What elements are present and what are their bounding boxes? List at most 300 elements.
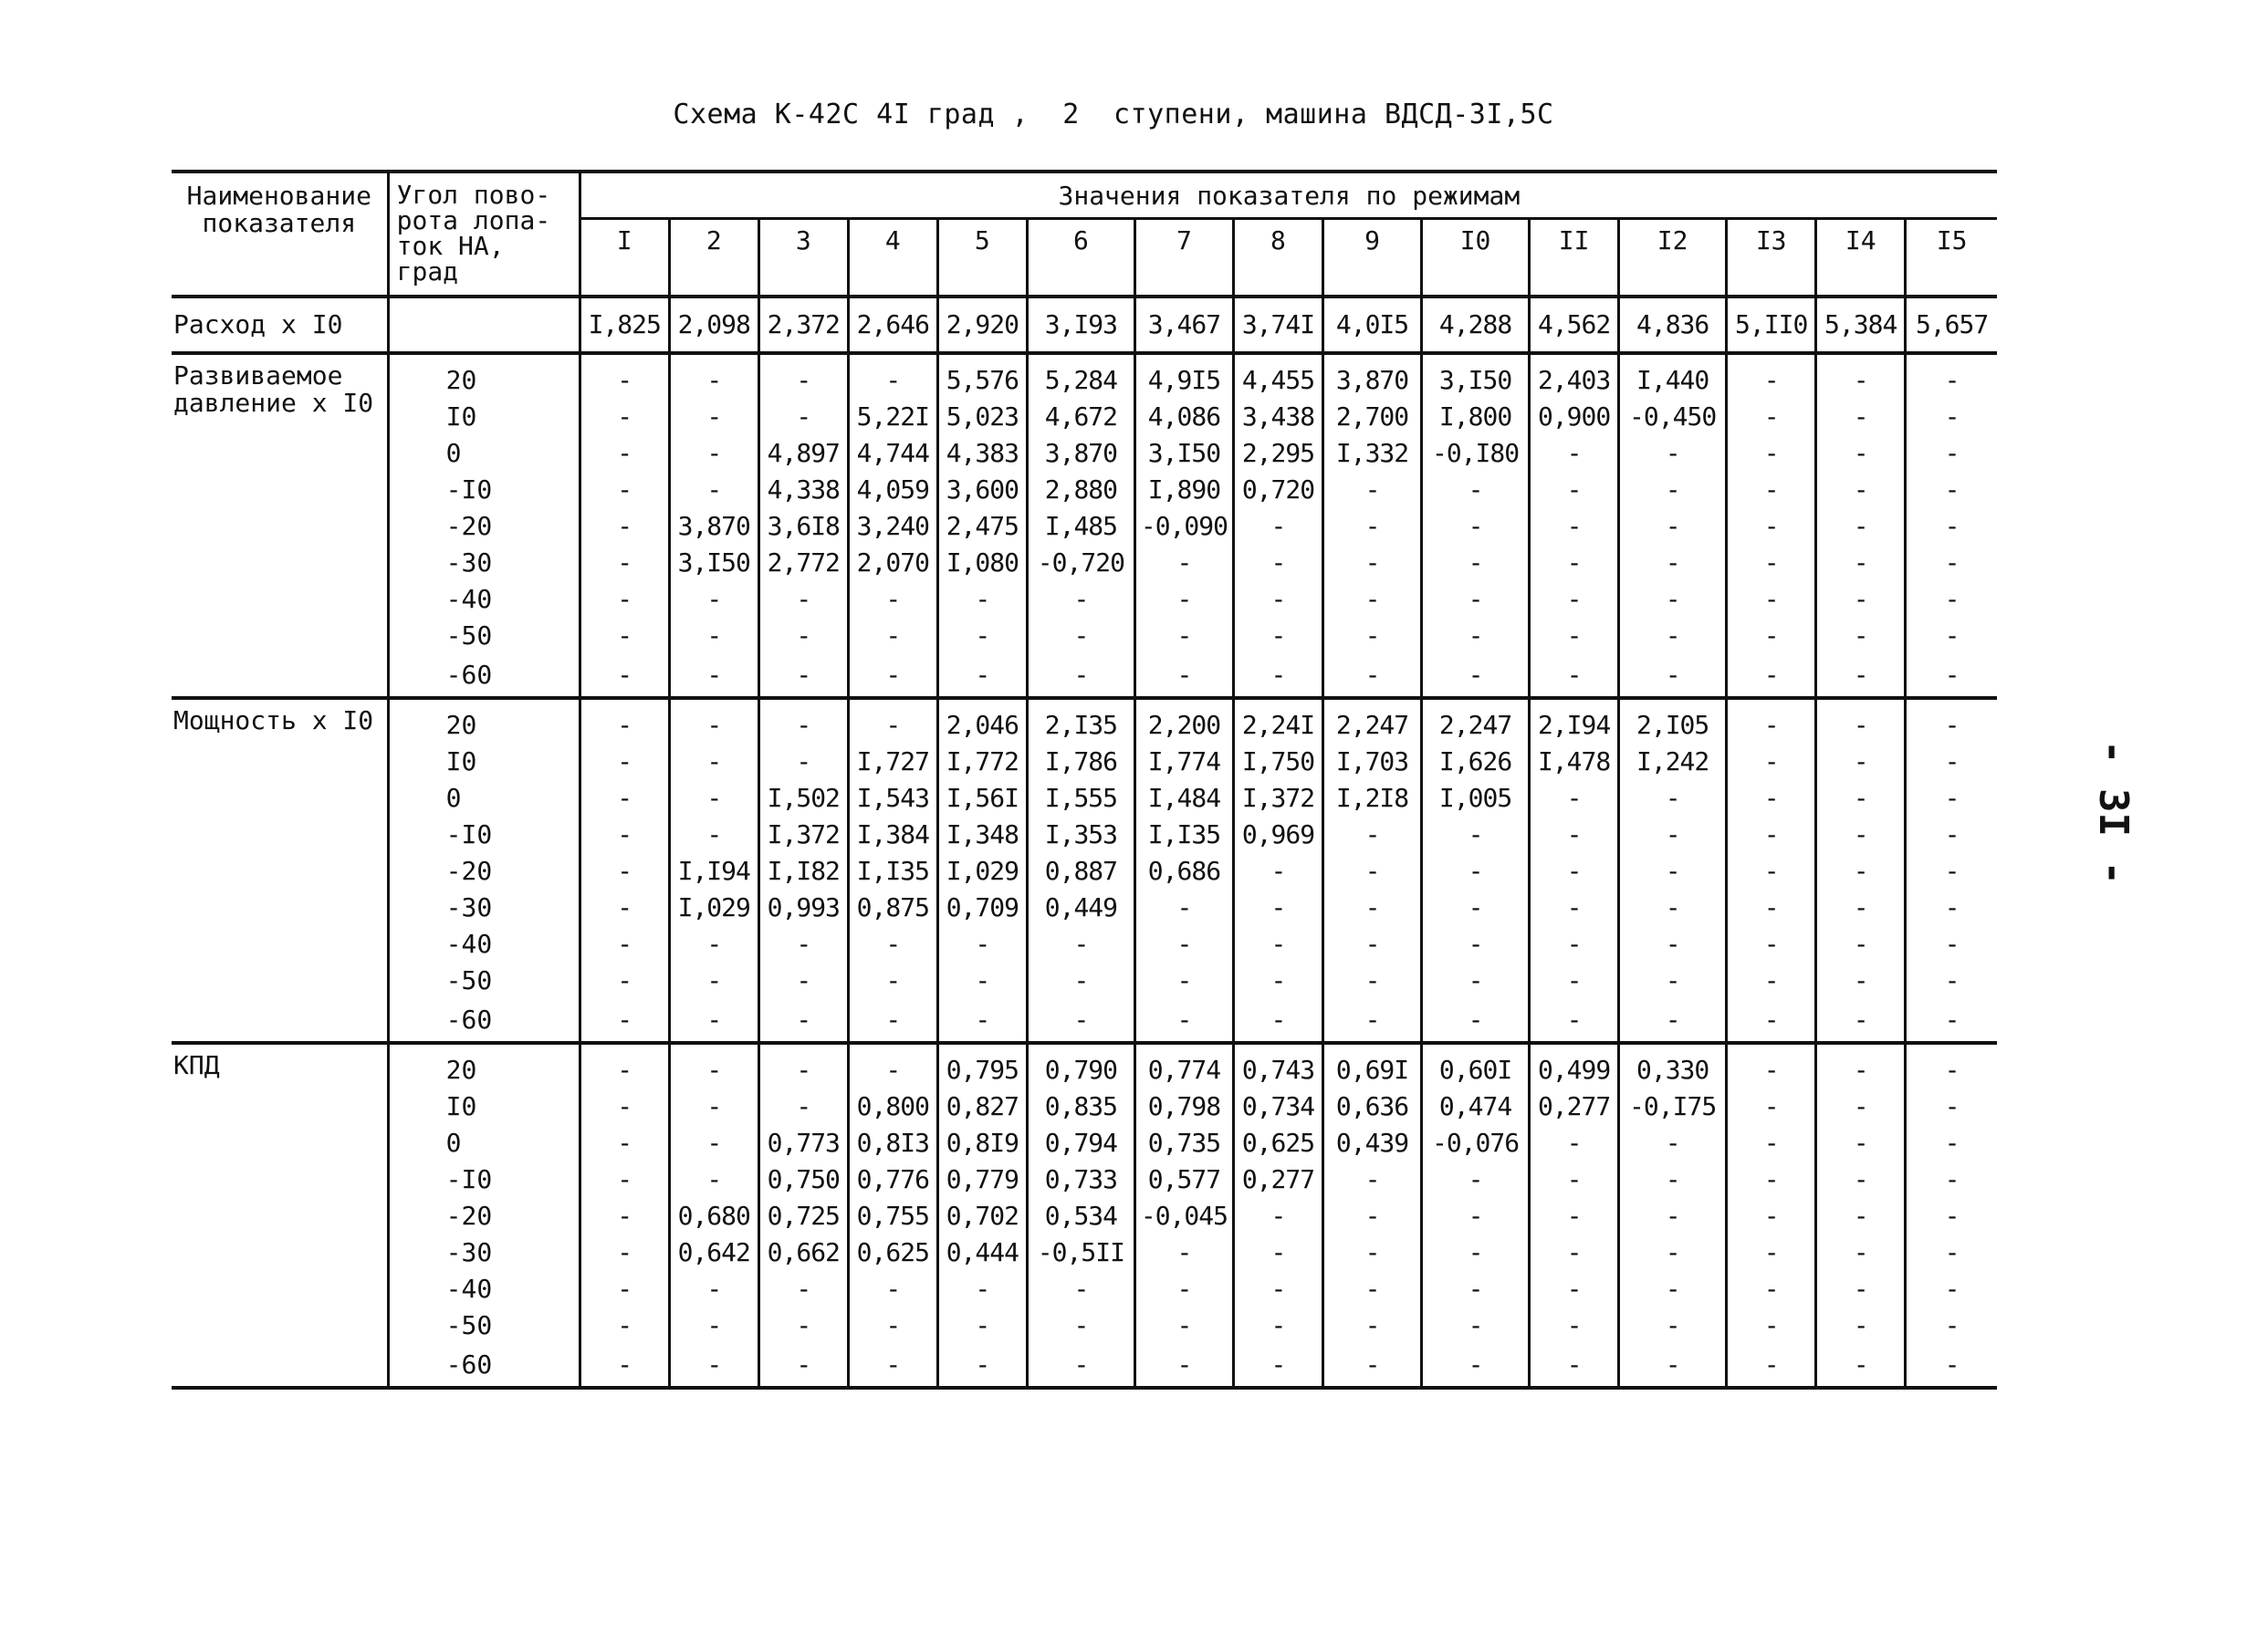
value-cell: - bbox=[1422, 545, 1530, 581]
document-title: Схема К-42С 4I град , 2 ступени, машина ВДСД-3I,5С bbox=[673, 99, 1554, 130]
value-cell: - bbox=[1322, 1161, 1421, 1198]
value-cell: - bbox=[1530, 545, 1619, 581]
value-cell: - bbox=[1322, 654, 1421, 698]
value-cell: 0,735 bbox=[1134, 1125, 1233, 1161]
value-cell: - bbox=[758, 744, 848, 780]
value-cell: - bbox=[848, 1307, 937, 1344]
value-cell: 0,702 bbox=[937, 1198, 1027, 1234]
value-cell: 2,I05 bbox=[1619, 698, 1727, 744]
value-cell: I,372 bbox=[758, 817, 848, 853]
value-cell: 2,247 bbox=[1422, 698, 1530, 744]
table-row bbox=[172, 1307, 1997, 1344]
value-cell: - bbox=[1530, 1198, 1619, 1234]
value-cell: - bbox=[1233, 581, 1322, 618]
value-cell: -0,090 bbox=[1134, 508, 1233, 545]
value-cell: - bbox=[580, 999, 669, 1043]
value-cell: - bbox=[1619, 963, 1727, 999]
mode-header-cell: 8 bbox=[1233, 219, 1322, 297]
value-cell: - bbox=[617, 511, 632, 541]
mode-header-cell: 2 bbox=[669, 219, 758, 297]
flow-angle-empty bbox=[388, 297, 580, 353]
value-cell: 0,8I9 bbox=[937, 1125, 1027, 1161]
value-cell: - bbox=[1322, 545, 1421, 581]
table-row bbox=[172, 1161, 1997, 1198]
value-cell: - bbox=[1727, 698, 1816, 744]
value-cell: - bbox=[617, 584, 632, 614]
value-cell: I,2I8 bbox=[1322, 780, 1421, 817]
value-cell: 2,772 bbox=[758, 545, 848, 581]
value-cell: - bbox=[1816, 1234, 1906, 1271]
value-cell: - bbox=[617, 365, 632, 395]
value-cell: - bbox=[1027, 1344, 1134, 1388]
value-cell: - bbox=[1233, 1234, 1322, 1271]
value-cell: 0,277 bbox=[1530, 1089, 1619, 1125]
value-cell: - bbox=[1322, 1198, 1421, 1234]
value-cell: - bbox=[1134, 654, 1233, 698]
value-cell: - bbox=[1906, 1043, 1997, 1089]
value-cell: 4,897 bbox=[758, 435, 848, 472]
value-cell: - bbox=[1816, 1344, 1906, 1388]
vane-angle-cell: -20 bbox=[388, 508, 580, 545]
value-cell: - bbox=[1816, 1125, 1906, 1161]
value-cell: - bbox=[1906, 472, 1997, 508]
value-cell: - bbox=[937, 999, 1027, 1043]
flow-value-cell: 5,II0 bbox=[1727, 297, 1816, 353]
value-cell: - bbox=[617, 1091, 632, 1121]
value-cell: - bbox=[1134, 1271, 1233, 1307]
vane-angle-cell: -40 bbox=[388, 926, 580, 963]
results-table bbox=[172, 170, 1997, 1390]
value-cell: 0,750 bbox=[758, 1161, 848, 1198]
value-cell: - bbox=[1233, 926, 1322, 963]
vane-angle-cell: 20 bbox=[388, 353, 580, 399]
value-cell: - bbox=[1322, 1234, 1421, 1271]
value-cell: 0,439 bbox=[1322, 1125, 1421, 1161]
value-cell: - bbox=[617, 438, 632, 468]
vane-angle-cell: 20 bbox=[388, 1043, 580, 1089]
value-cell: - bbox=[1422, 1234, 1530, 1271]
flow-value-cell: 2,098 bbox=[669, 297, 758, 353]
value-cell: 3,I50 bbox=[669, 545, 758, 581]
value-cell: - bbox=[1816, 890, 1906, 926]
value-cell: 2,24I bbox=[1233, 698, 1322, 744]
vane-angle-cell: -50 bbox=[388, 618, 580, 654]
value-cell: - bbox=[758, 999, 848, 1043]
vane-angle-cell: -20 bbox=[388, 853, 580, 890]
value-cell: - bbox=[758, 698, 848, 744]
value-cell: - bbox=[1134, 926, 1233, 963]
value-cell: - bbox=[1727, 1344, 1816, 1388]
value-cell: I,I82 bbox=[758, 853, 848, 890]
value-cell: - bbox=[669, 999, 758, 1043]
value-cell: - bbox=[669, 353, 758, 399]
value-cell: 0,8I3 bbox=[848, 1125, 937, 1161]
value-cell: 2,295 bbox=[1233, 435, 1322, 472]
value-cell: - bbox=[669, 618, 758, 654]
value-cell: - bbox=[1727, 1125, 1816, 1161]
value-cell: - bbox=[1322, 1307, 1421, 1344]
value-cell: - bbox=[1530, 926, 1619, 963]
value-cell: - bbox=[1619, 654, 1727, 698]
value-cell: - bbox=[1906, 435, 1997, 472]
table-row bbox=[172, 1089, 1997, 1125]
table-row bbox=[172, 817, 1997, 853]
value-cell: - bbox=[937, 1307, 1027, 1344]
value-cell: - bbox=[1727, 1234, 1816, 1271]
value-cell: 2,700 bbox=[1322, 399, 1421, 435]
mode-header-cell: I2 bbox=[1619, 219, 1727, 297]
flow-value-cell: 3,74I bbox=[1233, 297, 1322, 353]
value-cell: - bbox=[617, 1237, 632, 1267]
value-cell: - bbox=[1134, 1307, 1233, 1344]
table-row bbox=[172, 1125, 1997, 1161]
flow-value-cell: 4,836 bbox=[1619, 297, 1727, 353]
value-cell: - bbox=[1233, 1271, 1322, 1307]
value-cell: - bbox=[617, 965, 632, 995]
value-cell: - bbox=[1027, 999, 1134, 1043]
flow-value-cell: 2,646 bbox=[848, 297, 937, 353]
value-cell: - bbox=[669, 1271, 758, 1307]
value-cell: - bbox=[1816, 435, 1906, 472]
vane-angle-cell: 0 bbox=[388, 780, 580, 817]
value-cell: - bbox=[1816, 1271, 1906, 1307]
value-cell: 0,709 bbox=[937, 890, 1027, 926]
value-cell: - bbox=[1619, 508, 1727, 545]
value-cell: - bbox=[758, 1307, 848, 1344]
table-row bbox=[172, 1043, 1997, 1089]
value-cell: 2,046 bbox=[937, 698, 1027, 744]
value-cell: I,727 bbox=[848, 744, 937, 780]
value-cell: - bbox=[669, 654, 758, 698]
value-cell: 0,725 bbox=[758, 1198, 848, 1234]
value-cell: - bbox=[1727, 435, 1816, 472]
value-cell: 0,680 bbox=[669, 1198, 758, 1234]
value-cell: - bbox=[937, 618, 1027, 654]
value-cell: - bbox=[1422, 654, 1530, 698]
value-cell: - bbox=[1727, 618, 1816, 654]
value-cell: I,029 bbox=[937, 853, 1027, 890]
value-cell: - bbox=[617, 620, 632, 651]
value-cell: - bbox=[1906, 654, 1997, 698]
value-cell: - bbox=[1816, 963, 1906, 999]
value-cell: - bbox=[1619, 1161, 1727, 1198]
value-cell: - bbox=[1906, 353, 1997, 399]
value-cell: 0,277 bbox=[1233, 1161, 1322, 1198]
value-cell: - bbox=[1906, 780, 1997, 817]
value-cell: -0,I80 bbox=[1422, 435, 1530, 472]
value-cell: 0,577 bbox=[1134, 1161, 1233, 1198]
value-cell: - bbox=[1233, 963, 1322, 999]
table-row bbox=[172, 353, 1997, 399]
value-cell: - bbox=[1727, 890, 1816, 926]
value-cell: - bbox=[1134, 545, 1233, 581]
value-cell: - bbox=[669, 744, 758, 780]
value-cell: 0,444 bbox=[937, 1234, 1027, 1271]
value-cell: - bbox=[1422, 1271, 1530, 1307]
value-cell: - bbox=[1530, 963, 1619, 999]
value-cell: 0,534 bbox=[1027, 1198, 1134, 1234]
value-cell: 0,800 bbox=[848, 1089, 937, 1125]
value-cell: - bbox=[848, 999, 937, 1043]
value-cell: - bbox=[669, 963, 758, 999]
mode-header-cell: I3 bbox=[1727, 219, 1816, 297]
value-cell: 2,200 bbox=[1134, 698, 1233, 744]
value-cell: - bbox=[1134, 1234, 1233, 1271]
value-cell: - bbox=[1134, 999, 1233, 1043]
value-cell: - bbox=[758, 1089, 848, 1125]
value-cell: - bbox=[1816, 780, 1906, 817]
value-cell: - bbox=[1322, 472, 1421, 508]
value-cell: - bbox=[1619, 1198, 1727, 1234]
value-cell: 4,086 bbox=[1134, 399, 1233, 435]
value-cell: 0,734 bbox=[1233, 1089, 1322, 1125]
flow-value-cell: 2,920 bbox=[937, 297, 1027, 353]
header-vane-angle: Угол пово-рота лопа-ток НА, град bbox=[388, 172, 580, 297]
value-cell: - bbox=[1906, 926, 1997, 963]
value-cell: - bbox=[1727, 1089, 1816, 1125]
value-cell: -0,I75 bbox=[1619, 1089, 1727, 1125]
value-cell: - bbox=[1530, 1234, 1619, 1271]
value-cell: - bbox=[669, 399, 758, 435]
value-cell: - bbox=[1027, 1307, 1134, 1344]
value-cell: - bbox=[1027, 618, 1134, 654]
value-cell: - bbox=[1619, 817, 1727, 853]
value-cell: - bbox=[1727, 399, 1816, 435]
value-cell: - bbox=[1530, 618, 1619, 654]
value-cell: - bbox=[1816, 353, 1906, 399]
value-cell: - bbox=[1322, 581, 1421, 618]
value-cell: 0,449 bbox=[1027, 890, 1134, 926]
value-cell: 3,870 bbox=[1027, 435, 1134, 472]
table-row bbox=[172, 618, 1997, 654]
value-cell: - bbox=[1322, 926, 1421, 963]
vane-angle-cell: 0 bbox=[388, 435, 580, 472]
value-cell: - bbox=[669, 1161, 758, 1198]
value-cell: - bbox=[1816, 698, 1906, 744]
vane-angle-cell: I0 bbox=[388, 399, 580, 435]
value-cell: - bbox=[848, 581, 937, 618]
flow-value-cell: 3,467 bbox=[1134, 297, 1233, 353]
value-cell: - bbox=[1422, 1344, 1530, 1388]
table-row bbox=[172, 1344, 1997, 1388]
value-cell: 0,773 bbox=[758, 1125, 848, 1161]
value-cell: 3,438 bbox=[1233, 399, 1322, 435]
vane-angle-cell: -50 bbox=[388, 1307, 580, 1344]
vane-angle-cell: 20 bbox=[388, 698, 580, 744]
value-cell: I,626 bbox=[1422, 744, 1530, 780]
value-cell: - bbox=[1619, 1271, 1727, 1307]
value-cell: 0,900 bbox=[1530, 399, 1619, 435]
value-cell: 3,240 bbox=[848, 508, 937, 545]
value-cell: - bbox=[1816, 508, 1906, 545]
value-cell: - bbox=[1816, 1307, 1906, 1344]
value-cell: - bbox=[1816, 744, 1906, 780]
table-body bbox=[172, 297, 1997, 1388]
vane-angle-cell: 0 bbox=[388, 1125, 580, 1161]
value-cell: - bbox=[1422, 1307, 1530, 1344]
table-row bbox=[172, 654, 1997, 698]
value-cell: - bbox=[1727, 744, 1816, 780]
value-cell: - bbox=[1727, 817, 1816, 853]
value-cell: - bbox=[580, 1344, 669, 1388]
value-cell: - bbox=[1619, 472, 1727, 508]
value-cell: - bbox=[1619, 1125, 1727, 1161]
value-cell: - bbox=[848, 1271, 937, 1307]
value-cell: 0,474 bbox=[1422, 1089, 1530, 1125]
value-cell: - bbox=[1619, 890, 1727, 926]
value-cell: 0,969 bbox=[1233, 817, 1322, 853]
value-cell: - bbox=[1422, 963, 1530, 999]
mode-header-cell: 6 bbox=[1027, 219, 1134, 297]
mode-header-cell: 7 bbox=[1134, 219, 1233, 297]
value-cell: - bbox=[1530, 780, 1619, 817]
value-cell: 0,686 bbox=[1134, 853, 1233, 890]
value-cell: - bbox=[1422, 926, 1530, 963]
value-cell: - bbox=[1530, 853, 1619, 890]
value-cell: I,242 bbox=[1619, 744, 1727, 780]
indicator-label: Развиваемое давление х I0 bbox=[172, 353, 388, 698]
value-cell: I,750 bbox=[1233, 744, 1322, 780]
value-cell: 4,744 bbox=[848, 435, 937, 472]
value-cell: - bbox=[1816, 399, 1906, 435]
value-cell: - bbox=[1906, 545, 1997, 581]
table-row bbox=[172, 472, 1997, 508]
value-cell: 0,720 bbox=[1233, 472, 1322, 508]
value-cell: 0,779 bbox=[937, 1161, 1027, 1198]
value-cell: - bbox=[1233, 853, 1322, 890]
value-cell: I,890 bbox=[1134, 472, 1233, 508]
value-cell: - bbox=[1422, 817, 1530, 853]
value-cell: - bbox=[1619, 435, 1727, 472]
value-cell: - bbox=[1906, 618, 1997, 654]
value-cell: - bbox=[1816, 1161, 1906, 1198]
value-cell: I,I35 bbox=[848, 853, 937, 890]
value-cell: 0,636 bbox=[1322, 1089, 1421, 1125]
value-cell: - bbox=[1816, 472, 1906, 508]
value-cell: - bbox=[669, 1125, 758, 1161]
value-cell: - bbox=[1322, 817, 1421, 853]
value-cell: 0,743 bbox=[1233, 1043, 1322, 1089]
value-cell: 5,023 bbox=[937, 399, 1027, 435]
value-cell: 5,284 bbox=[1027, 353, 1134, 399]
value-cell: - bbox=[1422, 1198, 1530, 1234]
flow-value-cell: 4,0I5 bbox=[1322, 297, 1421, 353]
value-cell: - bbox=[1906, 963, 1997, 999]
value-cell: - bbox=[758, 654, 848, 698]
value-cell: 3,I50 bbox=[1134, 435, 1233, 472]
value-cell: - bbox=[848, 926, 937, 963]
value-cell: - bbox=[758, 1043, 848, 1089]
table-row bbox=[172, 853, 1997, 890]
value-cell: I,332 bbox=[1322, 435, 1421, 472]
value-cell: I,440 bbox=[1619, 353, 1727, 399]
table-row bbox=[172, 963, 1997, 999]
value-cell: - bbox=[1530, 1271, 1619, 1307]
value-cell: 4,455 bbox=[1233, 353, 1322, 399]
value-cell: 2,403 bbox=[1530, 353, 1619, 399]
flow-row bbox=[172, 297, 1997, 353]
value-cell: - bbox=[1530, 654, 1619, 698]
value-cell: - bbox=[1322, 508, 1421, 545]
value-cell: - bbox=[617, 1055, 632, 1085]
value-cell: 3,I50 bbox=[1422, 353, 1530, 399]
value-cell: - bbox=[669, 780, 758, 817]
value-cell: - bbox=[669, 435, 758, 472]
value-cell: - bbox=[669, 817, 758, 853]
value-cell: 2,475 bbox=[937, 508, 1027, 545]
vane-angle-cell: -20 bbox=[388, 1198, 580, 1234]
value-cell: - bbox=[1530, 581, 1619, 618]
value-cell: - bbox=[1816, 545, 1906, 581]
header-values-by-mode: Значения показателя по режимам bbox=[580, 172, 1997, 219]
value-cell: 0,625 bbox=[1233, 1125, 1322, 1161]
value-cell: - bbox=[669, 926, 758, 963]
value-cell: - bbox=[1134, 618, 1233, 654]
vane-angle-cell: -30 bbox=[388, 890, 580, 926]
table-row bbox=[172, 780, 1997, 817]
value-cell: - bbox=[1322, 963, 1421, 999]
value-cell: I,800 bbox=[1422, 399, 1530, 435]
value-cell: - bbox=[1233, 1307, 1322, 1344]
value-cell: - bbox=[1727, 853, 1816, 890]
value-cell: I,005 bbox=[1422, 780, 1530, 817]
value-cell: -0,045 bbox=[1134, 1198, 1233, 1234]
value-cell: - bbox=[617, 474, 632, 505]
value-cell: - bbox=[937, 1271, 1027, 1307]
value-cell: - bbox=[1906, 698, 1997, 744]
vane-angle-cell: -I0 bbox=[388, 1161, 580, 1198]
value-cell: I,774 bbox=[1134, 744, 1233, 780]
value-cell: 5,22I bbox=[848, 399, 937, 435]
value-cell: I,372 bbox=[1233, 780, 1322, 817]
table-row bbox=[172, 698, 1997, 744]
value-cell: - bbox=[848, 618, 937, 654]
value-cell: - bbox=[848, 963, 937, 999]
mode-header-cell: 5 bbox=[937, 219, 1027, 297]
table-row bbox=[172, 545, 1997, 581]
value-cell: 0,827 bbox=[937, 1089, 1027, 1125]
flow-value-cell: 5,657 bbox=[1906, 297, 1997, 353]
value-cell: - bbox=[1816, 618, 1906, 654]
value-cell: - bbox=[1233, 618, 1322, 654]
value-cell: - bbox=[1422, 508, 1530, 545]
value-cell: - bbox=[1727, 353, 1816, 399]
value-cell: I,353 bbox=[1027, 817, 1134, 853]
value-cell: - bbox=[617, 710, 632, 740]
value-cell: - bbox=[848, 698, 937, 744]
value-cell: - bbox=[1906, 1161, 1997, 1198]
value-cell: - bbox=[1619, 1344, 1727, 1388]
value-cell: - bbox=[1906, 1344, 1997, 1388]
table-row bbox=[172, 1271, 1997, 1307]
value-cell: - bbox=[758, 963, 848, 999]
value-cell: 0,662 bbox=[758, 1234, 848, 1271]
value-cell: - bbox=[617, 1128, 632, 1158]
value-cell: - bbox=[1906, 744, 1997, 780]
table-row bbox=[172, 1198, 1997, 1234]
table-row bbox=[172, 890, 1997, 926]
value-cell: 0,887 bbox=[1027, 853, 1134, 890]
value-cell: I,485 bbox=[1027, 508, 1134, 545]
value-cell: 0,875 bbox=[848, 890, 937, 926]
value-cell: 3,870 bbox=[669, 508, 758, 545]
value-cell: 0,642 bbox=[669, 1234, 758, 1271]
value-cell: - bbox=[758, 1271, 848, 1307]
value-cell: 0,499 bbox=[1530, 1043, 1619, 1089]
value-cell: - bbox=[1530, 472, 1619, 508]
value-cell: - bbox=[1233, 1198, 1322, 1234]
value-cell: - bbox=[1619, 1307, 1727, 1344]
